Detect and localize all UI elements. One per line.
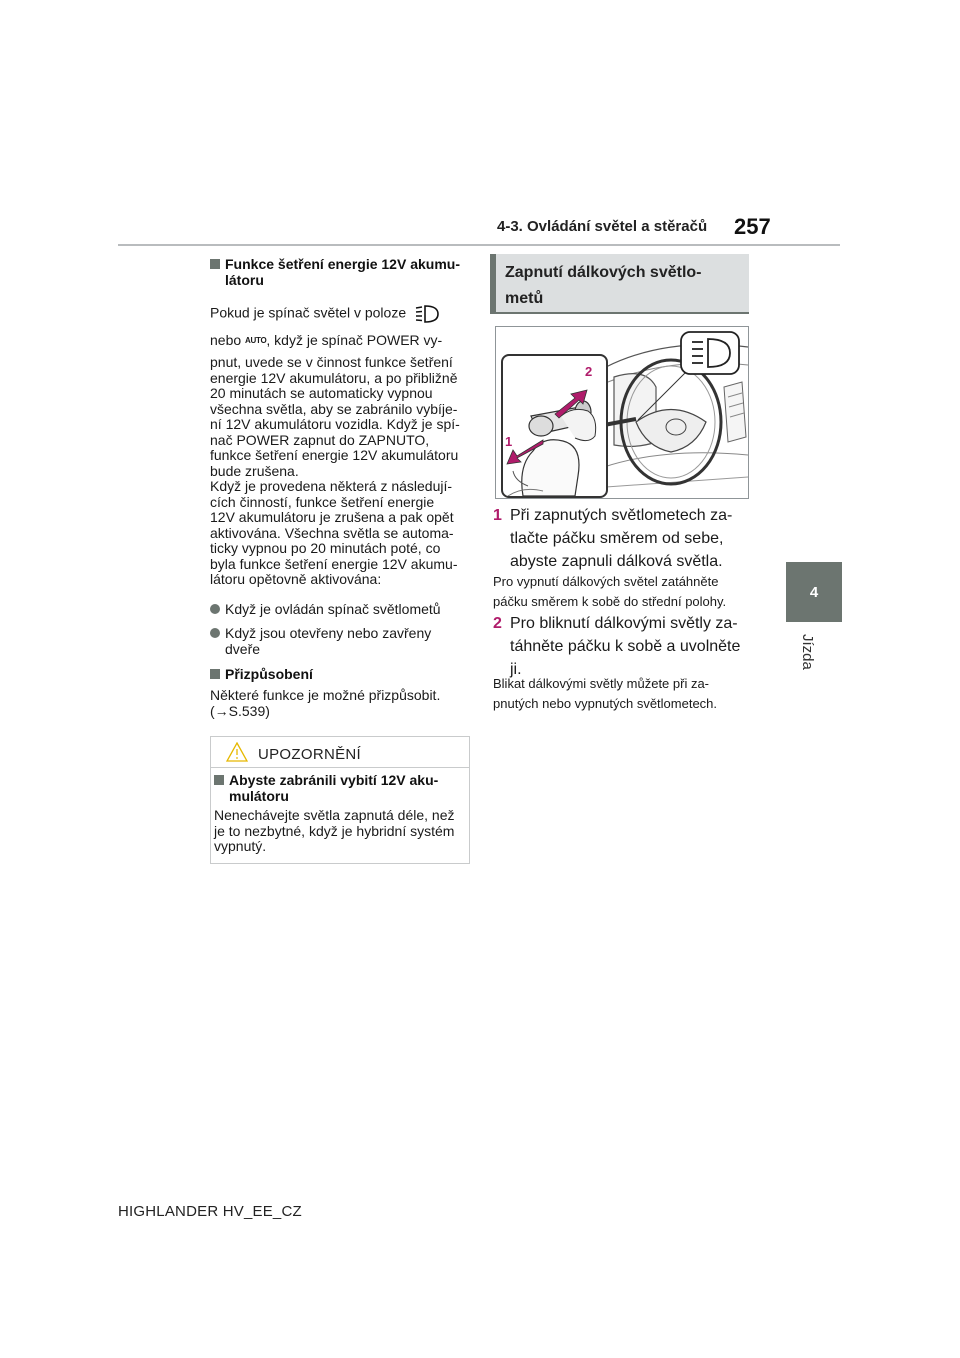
warning-title: UPOZORNĚNÍ [258, 746, 362, 763]
paragraph-line: Pokud je spínač světel v poloze [210, 303, 470, 325]
header-divider [118, 244, 840, 246]
step-number: 2 [493, 615, 502, 632]
warning-triangle-icon [226, 742, 248, 762]
step-1: 1 Při zapnutých světlometech za- tlačte páčku směrem od sebe, abyste zapnuli dálková světla. [493, 504, 753, 573]
note-2: Blikat dálkovými světly můžete při za- pnutých nebo vypnutých světlometech. [493, 676, 718, 711]
circle-bullet-icon [210, 628, 220, 638]
heading-customization: Přizpůsobení [210, 666, 470, 682]
warning-body: Nenechávejte světla zapnutá déle, než je to nezbytné, když je hybridní systém vypnutý. [214, 807, 455, 854]
list-item: Když je ovládán spínač světlometů [210, 602, 470, 618]
lever-inset [501, 354, 608, 498]
page-number: 257 [734, 214, 771, 239]
section-heading-underline [490, 312, 749, 314]
list-item: Když jsou otevřeny nebo zavřeny dveře [210, 626, 470, 657]
paragraph-line: nebo AUTO, když je spínač POWER vy- [210, 332, 443, 348]
note-1: Pro vypnutí dálkových světel zatáhněte páčku směrem k sobě do střední polohy. [493, 574, 727, 609]
step-number: 1 [493, 507, 502, 524]
paragraph-customization: Některé funkce je možné přizpůsobit. (→S.539) [210, 688, 470, 719]
square-bullet-icon [210, 259, 220, 269]
step-2: 2 Pro bliknutí dálkovými světly za- táhněte páčku k sobě a uvolněte ji. [493, 612, 753, 681]
section-title: 4-3. Ovládání světel a stěračů [497, 218, 708, 235]
auto-icon: AUTO [245, 336, 267, 345]
warning-divider [210, 767, 470, 768]
chapter-number: 4 [809, 584, 819, 601]
heading-energy-saving: Funkce šetření energie 12V akumu- látoru [210, 256, 470, 288]
square-bullet-icon [214, 775, 224, 785]
arrow-label-1: 1 [505, 434, 513, 449]
section-heading: Zapnutí dálkových světlo- metů [505, 264, 702, 307]
arrow-label-2: 2 [585, 364, 593, 379]
model-footer: HIGHLANDER HV_EE_CZ [118, 1203, 302, 1220]
high-beam-illustration [495, 326, 749, 499]
warning-heading: Abyste zabránili vybití 12V aku- mulátoru [214, 772, 466, 804]
chapter-label-wrap [790, 634, 830, 684]
headlight-icon [414, 303, 440, 325]
chapter-label: Jízda [799, 634, 816, 670]
circle-bullet-icon [210, 604, 220, 614]
paragraph-body: pnut, uvede se v činnost funkce šetření energie 12V akumulátoru, a po přibližně 20 minutách se automaticky vypnou všechna světla, aby se zabránilo vybíje- ní 12V akumulátoru vozidla. Když je spí- nač POWER zapnut do ZAPNUTO, funkce šetření energie 12V akumulátoru bude zrušena. Když je provedena některá z následují- cích činností, funkce šetření energie 12V akumulátoru je zrušena a pak opět aktivována. Všechna světla se automa- ticky vypnou po 20 minutách poté, co byla funkce šetření energie 12V akumu- látoru opětovně aktivována: [210, 354, 460, 587]
square-bullet-icon [210, 669, 220, 679]
page-reference-link[interactable]: (→S.539) [210, 702, 270, 719]
